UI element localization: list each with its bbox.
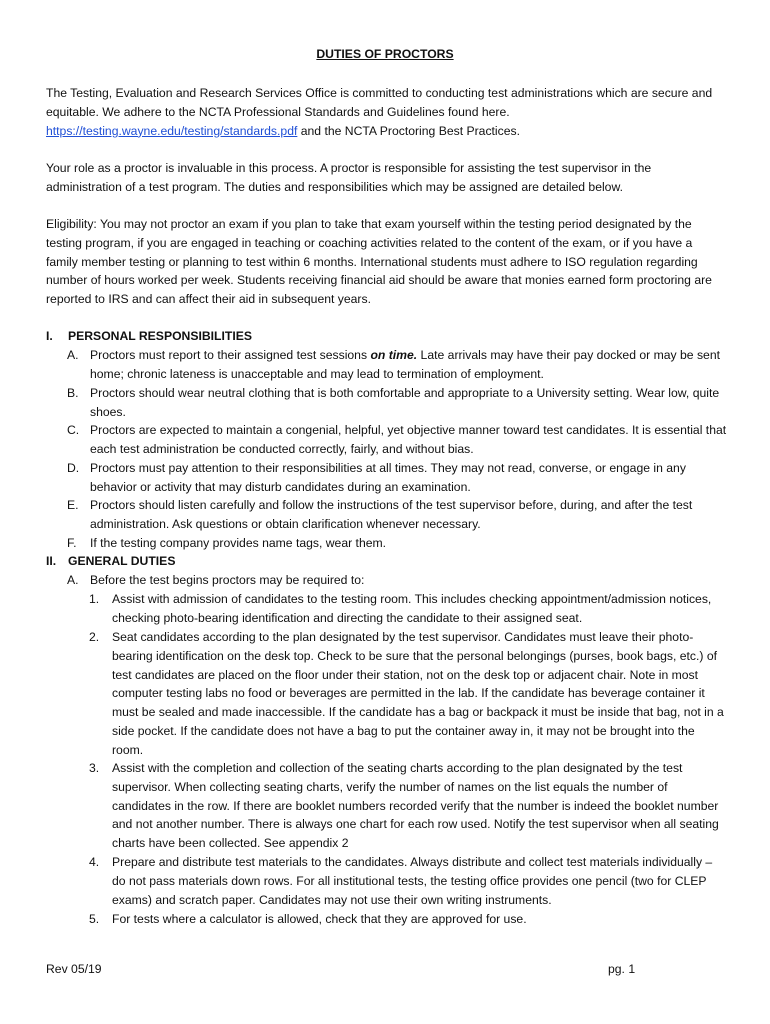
list-item — [67, 534, 727, 553]
numbered-item-label: 5. — [89, 912, 100, 926]
numbered-item-text: Prepare and distribute test materials to the candidates. Always distribute and collect test materials individually – do not pass materials down rows. For all institutional tests, the testing office provides one pencil (two for CLEP exams) and scratch paper. Candidates may not use their own writing instruments. — [112, 855, 713, 907]
numbered-item-label: 1. — [89, 592, 100, 606]
emphasis-text: on time. — [370, 348, 418, 362]
numbered-item — [89, 910, 729, 929]
numbered-item-text: Assist with the completion and collection of the seating charts according to the plan designated by the test supervisor. When collecting seating charts, verify the number of names on the list equals the number of candidates in the row. If there are booklet numbers recorded verify that the number is indeed the booklet number and not another number. There is always one chart for each row used. Notify the test supervisor when all seating charts have been collected. See appendix 2 — [112, 761, 719, 851]
numbered-item-text: Seat candidates according to the plan designated by the test supervisor. Candidates must leave their photo-bearing identification on the desk top. Check to be sure that the personal belongings (purses, book bags, etc.) of test candidates are placed on the floor under their station, not on the desk top or adjacent chair. Note in most computer testing labs no food or beverages are permitted in the lab. If the candidate has beverage container it must be sealed and made inaccessible. If the candidate has a bag or backpack it must be inside that bag, not in a side pocket. If the candidate does not have a bag to put the container away in, it may not be brought into the room. — [112, 630, 724, 757]
list-item-text: If the testing company provides name tags, wear them. — [90, 536, 387, 550]
list-item-label: C. — [67, 423, 80, 437]
list-item-label: A. — [67, 573, 79, 587]
intro-text: The Testing, Evaluation and Research Services Office is committed to conducting test administrations which are secure and equitable. We adhere to the NCTA Professional Standards and Guidelines found here. — [46, 86, 713, 119]
revision-footer: Rev 05/19 — [46, 962, 102, 976]
section-number: II. — [46, 554, 57, 568]
numbered-item-text: For tests where a calculator is allowed, check that they are approved for use. — [112, 912, 527, 926]
list-item-text: Before the test begins proctors may be required to: — [90, 573, 365, 587]
numbered-item — [89, 759, 729, 853]
list-item-text: Proctors must report to their assigned test sessions — [90, 348, 371, 362]
list-item-text: Proctors should listen carefully and follow the instructions of the test supervisor before, during, and after the test administration. Ask questions or obtain clarification whenever necessary. — [90, 498, 693, 531]
list-item-label: B. — [67, 386, 79, 400]
list-item — [67, 346, 727, 384]
list-item — [67, 459, 727, 497]
numbered-item-label: 2. — [89, 630, 100, 644]
section-title: PERSONAL RESPONSIBILITIES — [68, 329, 252, 343]
list-item-label: F. — [67, 536, 77, 550]
list-item-text: Proctors are expected to maintain a congenial, helpful, yet objective manner toward test candidates. It is essential that each test administration be conducted correctly, fairly, and without bias. — [90, 423, 727, 456]
list-item-text-tail: Late arrivals may have their pay docked or may be sent home; chronic lateness is unacceptable and may lead to termination of employment. — [90, 348, 720, 381]
section-number: I. — [46, 329, 53, 343]
list-item — [67, 421, 727, 459]
numbered-item-label: 4. — [89, 855, 100, 869]
numbered-item — [89, 628, 729, 760]
list-item-text: Proctors should wear neutral clothing that is both comfortable and appropriate to a University setting. Wear low, quite shoes. — [90, 386, 720, 419]
list-item-label: D. — [67, 461, 80, 475]
list-item — [67, 571, 727, 590]
numbered-item-label: 3. — [89, 761, 100, 775]
page-number: pg. 1 — [608, 962, 636, 976]
role-paragraph: Your role as a proctor is invaluable in this process. A proctor is responsible for assisting the test supervisor in the administration of a test program. The duties and responsibilities which may be assigned are detailed below. — [46, 161, 652, 194]
list-item-label: A. — [67, 348, 79, 362]
list-item-text: Proctors must pay attention to their responsibilities at all times. They may not read, converse, or engage in any behavior or activity that may disturb candidates during an examination. — [90, 461, 686, 494]
intro-paragraph — [46, 84, 726, 140]
list-item — [67, 384, 727, 422]
document-title: DUTIES OF PROCTORS — [316, 47, 454, 61]
standards-link[interactable]: https://testing.wayne.edu/testing/standards.pdf — [46, 123, 298, 138]
numbered-item — [89, 853, 729, 909]
numbered-item — [89, 590, 729, 628]
intro-text-tail: and the NCTA Proctoring Best Practices. — [297, 123, 520, 138]
list-item — [67, 496, 727, 534]
list-item-label: E. — [67, 498, 79, 512]
section-title: GENERAL DUTIES — [68, 554, 176, 568]
numbered-item-text: Assist with admission of candidates to the testing room. This includes checking appointment/admission notices, checking photo-bearing identification and directing the candidate to their assigned seat. — [112, 592, 712, 625]
eligibility-paragraph: Eligibility: You may not proctor an exam if you plan to take that exam yourself within the testing period designated by the testing program, if you are engaged in teaching or coaching activities related to the content of the exam, or if you have a family member testing or planning to test within 6 months. International students must adhere to ISO regulation regarding number of hours worked per week. Students receiving financial aid should be aware that monies earned form proctoring are reported to IRS and can affect their aid in subsequent years. — [46, 217, 712, 307]
